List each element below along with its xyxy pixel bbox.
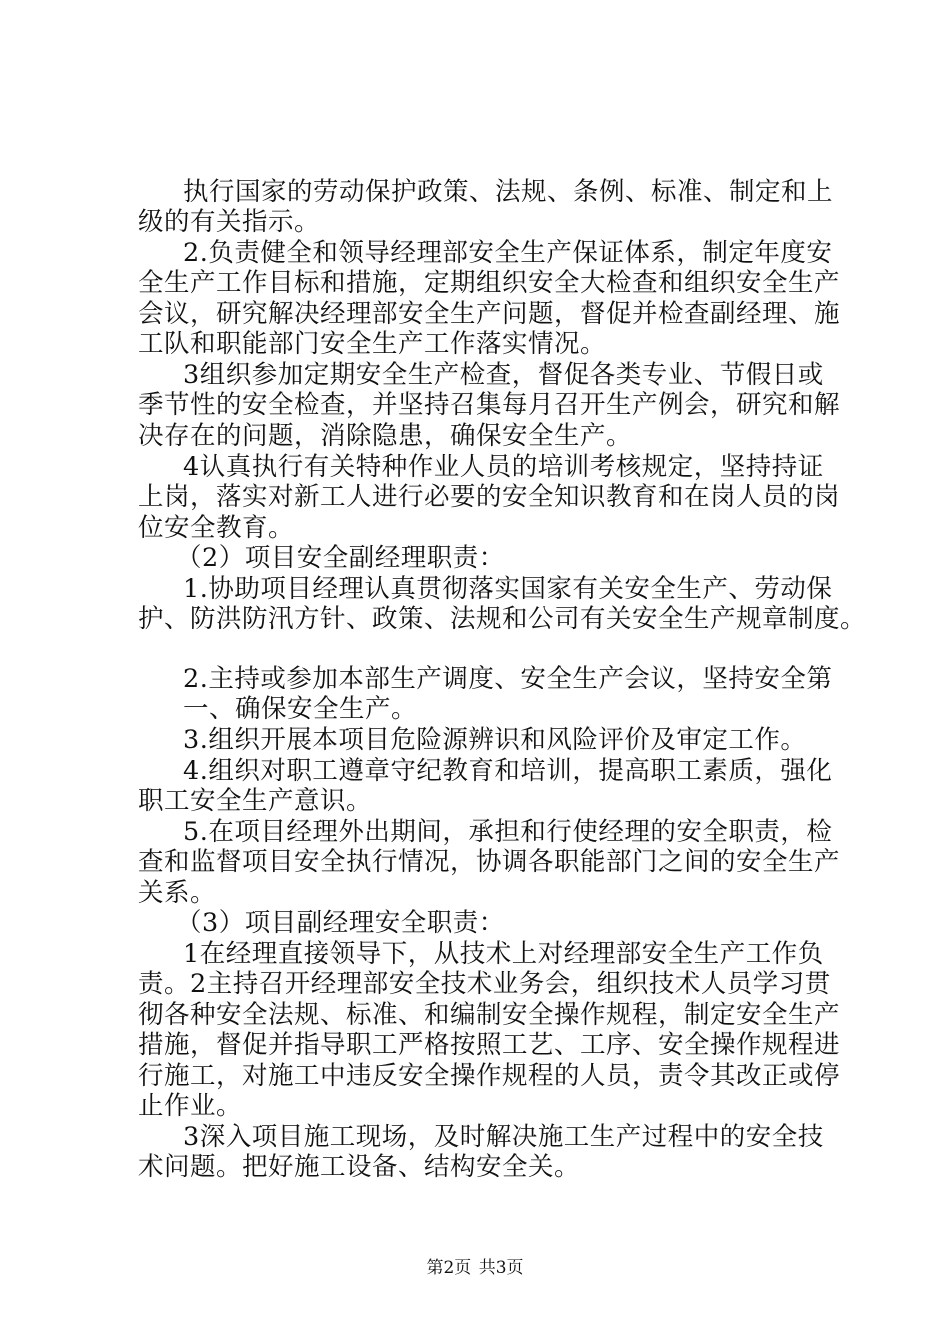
text-line: 季节性的安全检查，并坚持召集每月召开生产例会，研究和解 bbox=[138, 390, 841, 420]
page-number: 第2页 bbox=[426, 1258, 472, 1278]
text-line: 全生产工作目标和措施，定期组织安全大检查和组织安全生产 bbox=[138, 268, 841, 298]
text-line: 级的有关指示。 bbox=[138, 207, 321, 237]
text-line: 查和监督项目安全执行情况，协调各职能部门之间的安全生产 bbox=[138, 847, 841, 877]
text-line: 关系。 bbox=[138, 878, 217, 908]
text-line: 1.协助项目经理认真贯彻落实国家有关安全生产、劳动保 bbox=[183, 574, 833, 604]
text-line: 3深入项目施工现场，及时解决施工生产过程中的安全技 bbox=[183, 1122, 824, 1152]
text-line: 5.在项目经理外出期间，承担和行使经理的安全职责，检 bbox=[183, 817, 833, 847]
text-line: 决存在的问题，消除隐患，确保安全生产。 bbox=[138, 421, 633, 451]
text-line: 2.负责健全和领导经理部安全生产保证体系，制定年度安 bbox=[183, 238, 833, 268]
text-line: 执行国家的劳动保护政策、法规、条例、标准、制定和上 bbox=[183, 177, 834, 207]
text-line: 一、确保安全生产。 bbox=[183, 694, 418, 724]
text-line: 2.主持或参加本部生产调度、安全生产会议，坚持安全第 bbox=[183, 664, 833, 694]
page-total: 共3页 bbox=[478, 1258, 524, 1278]
text-line: 4认真执行有关特种作业人员的培训考核规定，坚持持证 bbox=[183, 452, 824, 482]
text-line: 术问题。把好施工设备、结构安全关。 bbox=[138, 1152, 581, 1182]
text-line: 3组织参加定期安全生产检查，督促各类专业、节假日或 bbox=[183, 360, 824, 390]
text-line: 责。2主持召开经理部安全技术业务会，组织技术人员学习贯 bbox=[138, 969, 831, 999]
text-line: 3.组织开展本项目危险源辨识和风险评价及审定工作。 bbox=[183, 725, 807, 755]
text-line: 1在经理直接领导下，从技术上对经理部安全生产工作负 bbox=[183, 939, 824, 969]
section-heading: （2）项目安全副经理职责： bbox=[176, 543, 505, 573]
text-line: 护、防洪防汛方针、政策、法规和公司有关安全生产规章制度。 bbox=[138, 604, 867, 634]
page-footer bbox=[0, 1258, 950, 1278]
text-line: 工队和职能部门安全生产工作落实情况。 bbox=[138, 329, 607, 359]
text-line: 措施，督促并指导职工严格按照工艺、工序、安全操作规程进 bbox=[138, 1030, 841, 1060]
text-line: 位安全教育。 bbox=[138, 513, 295, 543]
text-line: 职工安全生产意识。 bbox=[138, 786, 373, 816]
text-line: 彻各种安全法规、标准、和编制安全操作规程，制定安全生产 bbox=[138, 1000, 841, 1030]
text-line: 会议，研究解决经理部安全生产问题，督促并检查副经理、施 bbox=[138, 299, 841, 329]
text-line: 上岗，落实对新工人进行必要的安全知识教育和在岗人员的岗 bbox=[138, 482, 841, 512]
text-line: 止作业。 bbox=[138, 1091, 243, 1121]
text-line: 4.组织对职工遵章守纪教育和培训，提高职工素质，强化 bbox=[183, 756, 833, 786]
section-heading: （3）项目副经理安全职责： bbox=[176, 908, 505, 938]
text-line: 行施工，对施工中违反安全操作规程的人员，责令其改正或停 bbox=[138, 1061, 841, 1091]
